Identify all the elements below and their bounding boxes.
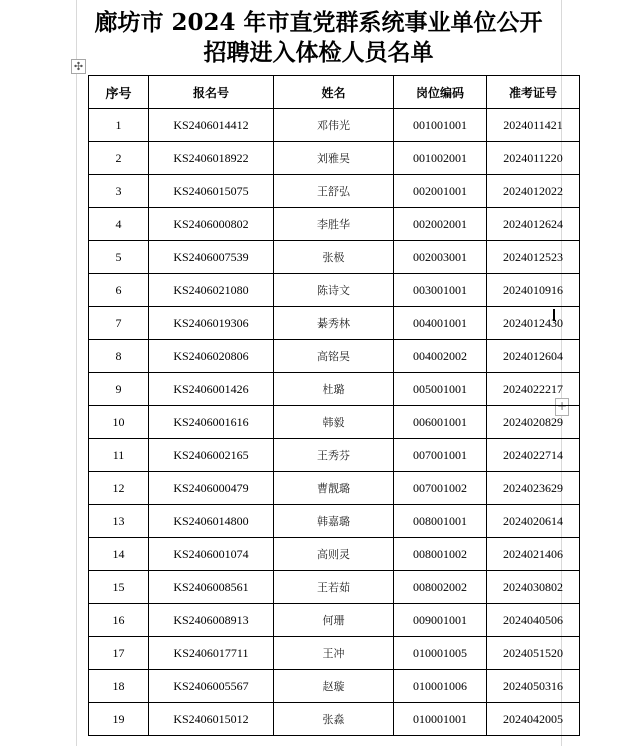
- cell-registration-no: KS2406014412: [149, 109, 274, 142]
- cell-seq: 18: [89, 670, 149, 703]
- cell-position-code: 004002002: [394, 340, 487, 373]
- cell-position-code: 005001001: [394, 373, 487, 406]
- cell-seq: 1: [89, 109, 149, 142]
- cell-exam-ticket-no: 2024011220: [487, 142, 580, 175]
- cell-seq: 12: [89, 472, 149, 505]
- cell-seq: 8: [89, 340, 149, 373]
- table-row: [89, 274, 580, 307]
- cell-name: 张极: [274, 241, 394, 274]
- cell-seq: 16: [89, 604, 149, 637]
- cell-position-code: 010001006: [394, 670, 487, 703]
- cell-seq: 11: [89, 439, 149, 472]
- cell-seq: 6: [89, 274, 149, 307]
- table-row: [89, 439, 580, 472]
- cell-registration-no: KS2406014800: [149, 505, 274, 538]
- cell-position-code: 001002001: [394, 142, 487, 175]
- document-title-line-1: 廊坊市 2024 年市直党群系统事业单位公开: [94, 9, 543, 36]
- table-row: [89, 373, 580, 406]
- cell-name: 王冲: [274, 637, 394, 670]
- cell-position-code: 002002001: [394, 208, 487, 241]
- cell-registration-no: KS2406001074: [149, 538, 274, 571]
- cell-exam-ticket-no: 2024020614: [487, 505, 580, 538]
- table-row: [89, 241, 580, 274]
- cell-position-code: 007001001: [394, 439, 487, 472]
- cell-name: 赵璇: [274, 670, 394, 703]
- cell-seq: 7: [89, 307, 149, 340]
- cell-registration-no: KS2406021080: [149, 274, 274, 307]
- table-row: [89, 472, 580, 505]
- cell-seq: 9: [89, 373, 149, 406]
- cell-name: 何珊: [274, 604, 394, 637]
- cell-exam-ticket-no: 2024021406: [487, 538, 580, 571]
- cell-position-code: 010001001: [394, 703, 487, 736]
- cell-name: 王若茹: [274, 571, 394, 604]
- cell-seq: 3: [89, 175, 149, 208]
- table-row: [89, 307, 580, 340]
- header-position-code: 岗位编码: [394, 76, 487, 109]
- cell-position-code: 006001001: [394, 406, 487, 439]
- cell-seq: 14: [89, 538, 149, 571]
- table-row: [89, 703, 580, 736]
- cell-registration-no: KS2406001616: [149, 406, 274, 439]
- cell-position-code: 009001001: [394, 604, 487, 637]
- cell-position-code: 008002002: [394, 571, 487, 604]
- table-row: [89, 637, 580, 670]
- table-row: [89, 406, 580, 439]
- cell-seq: 4: [89, 208, 149, 241]
- cell-exam-ticket-no: 2024012624: [487, 208, 580, 241]
- table-row: [89, 505, 580, 538]
- table-row: [89, 670, 580, 703]
- cell-registration-no: KS2406000479: [149, 472, 274, 505]
- cell-seq: 15: [89, 571, 149, 604]
- cell-registration-no: KS2406018922: [149, 142, 274, 175]
- cell-name: 李胜华: [274, 208, 394, 241]
- table-header-row: [89, 76, 580, 109]
- cell-registration-no: KS2406001426: [149, 373, 274, 406]
- cell-exam-ticket-no: 2024050316: [487, 670, 580, 703]
- cell-registration-no: KS2406007539: [149, 241, 274, 274]
- cell-seq: 5: [89, 241, 149, 274]
- cell-exam-ticket-no: 2024030802: [487, 571, 580, 604]
- table-row: [89, 571, 580, 604]
- candidate-table: [88, 75, 580, 736]
- cell-name: 邓伟光: [274, 109, 394, 142]
- table-row: [89, 142, 580, 175]
- cell-name: 王秀芬: [274, 439, 394, 472]
- cell-registration-no: KS2406002165: [149, 439, 274, 472]
- cell-seq: 10: [89, 406, 149, 439]
- table-row: [89, 340, 580, 373]
- table-row: [89, 538, 580, 571]
- cell-exam-ticket-no: 2024022217: [487, 373, 580, 406]
- cell-name: 韩嘉璐: [274, 505, 394, 538]
- cell-seq: 13: [89, 505, 149, 538]
- table-row: [89, 175, 580, 208]
- table-row: [89, 604, 580, 637]
- cell-exam-ticket-no: 2024020829: [487, 406, 580, 439]
- cell-position-code: 003001001: [394, 274, 487, 307]
- cell-registration-no: KS2406005567: [149, 670, 274, 703]
- cell-name: 王舒弘: [274, 175, 394, 208]
- header-exam-ticket-no: 准考证号: [487, 76, 580, 109]
- cell-name: 陈诗文: [274, 274, 394, 307]
- cell-seq: 17: [89, 637, 149, 670]
- cell-exam-ticket-no: 2024012022: [487, 175, 580, 208]
- cell-exam-ticket-no: 2024012430: [487, 307, 580, 340]
- cell-name: 张淼: [274, 703, 394, 736]
- header-seq: 序号: [89, 76, 149, 109]
- table-row: [89, 208, 580, 241]
- cell-exam-ticket-no: 2024042005: [487, 703, 580, 736]
- cell-seq: 2: [89, 142, 149, 175]
- table-row: [89, 109, 580, 142]
- add-column-button[interactable]: +: [555, 398, 569, 416]
- cell-registration-no: KS2406017711: [149, 637, 274, 670]
- cell-position-code: 004001001: [394, 307, 487, 340]
- cell-position-code: 010001005: [394, 637, 487, 670]
- cell-seq: 19: [89, 703, 149, 736]
- cell-position-code: 002001001: [394, 175, 487, 208]
- cell-registration-no: KS2406008561: [149, 571, 274, 604]
- cell-exam-ticket-no: 2024051520: [487, 637, 580, 670]
- cell-registration-no: KS2406020806: [149, 340, 274, 373]
- cell-name: 杜璐: [274, 373, 394, 406]
- cell-exam-ticket-no: 2024023629: [487, 472, 580, 505]
- page-left-edge: [76, 0, 77, 746]
- cell-position-code: 001001001: [394, 109, 487, 142]
- cell-name: 刘雅昊: [274, 142, 394, 175]
- cell-name: 綦秀林: [274, 307, 394, 340]
- table-move-handle-icon[interactable]: ✣: [71, 59, 86, 74]
- cell-exam-ticket-no: 2024010916: [487, 274, 580, 307]
- cell-exam-ticket-no: 2024011421: [487, 109, 580, 142]
- cell-name: 高铭昊: [274, 340, 394, 373]
- cell-name: 曹靓璐: [274, 472, 394, 505]
- cell-exam-ticket-no: 2024040506: [487, 604, 580, 637]
- cell-registration-no: KS2406000802: [149, 208, 274, 241]
- header-registration-no: 报名号: [149, 76, 274, 109]
- cell-name: 韩毅: [274, 406, 394, 439]
- cell-registration-no: KS2406015012: [149, 703, 274, 736]
- cell-registration-no: KS2406008913: [149, 604, 274, 637]
- cell-position-code: 007001002: [394, 472, 487, 505]
- cell-position-code: 002003001: [394, 241, 487, 274]
- cell-name: 高则灵: [274, 538, 394, 571]
- cell-exam-ticket-no: 2024012604: [487, 340, 580, 373]
- cell-exam-ticket-no: 2024022714: [487, 439, 580, 472]
- header-name: 姓名: [274, 76, 394, 109]
- cell-position-code: 008001001: [394, 505, 487, 538]
- cell-position-code: 008001002: [394, 538, 487, 571]
- cell-registration-no: KS2406019306: [149, 307, 274, 340]
- cell-registration-no: KS2406015075: [149, 175, 274, 208]
- cell-exam-ticket-no: 2024012523: [487, 241, 580, 274]
- document-title-line-2: 招聘进入体检人员名单: [203, 39, 434, 66]
